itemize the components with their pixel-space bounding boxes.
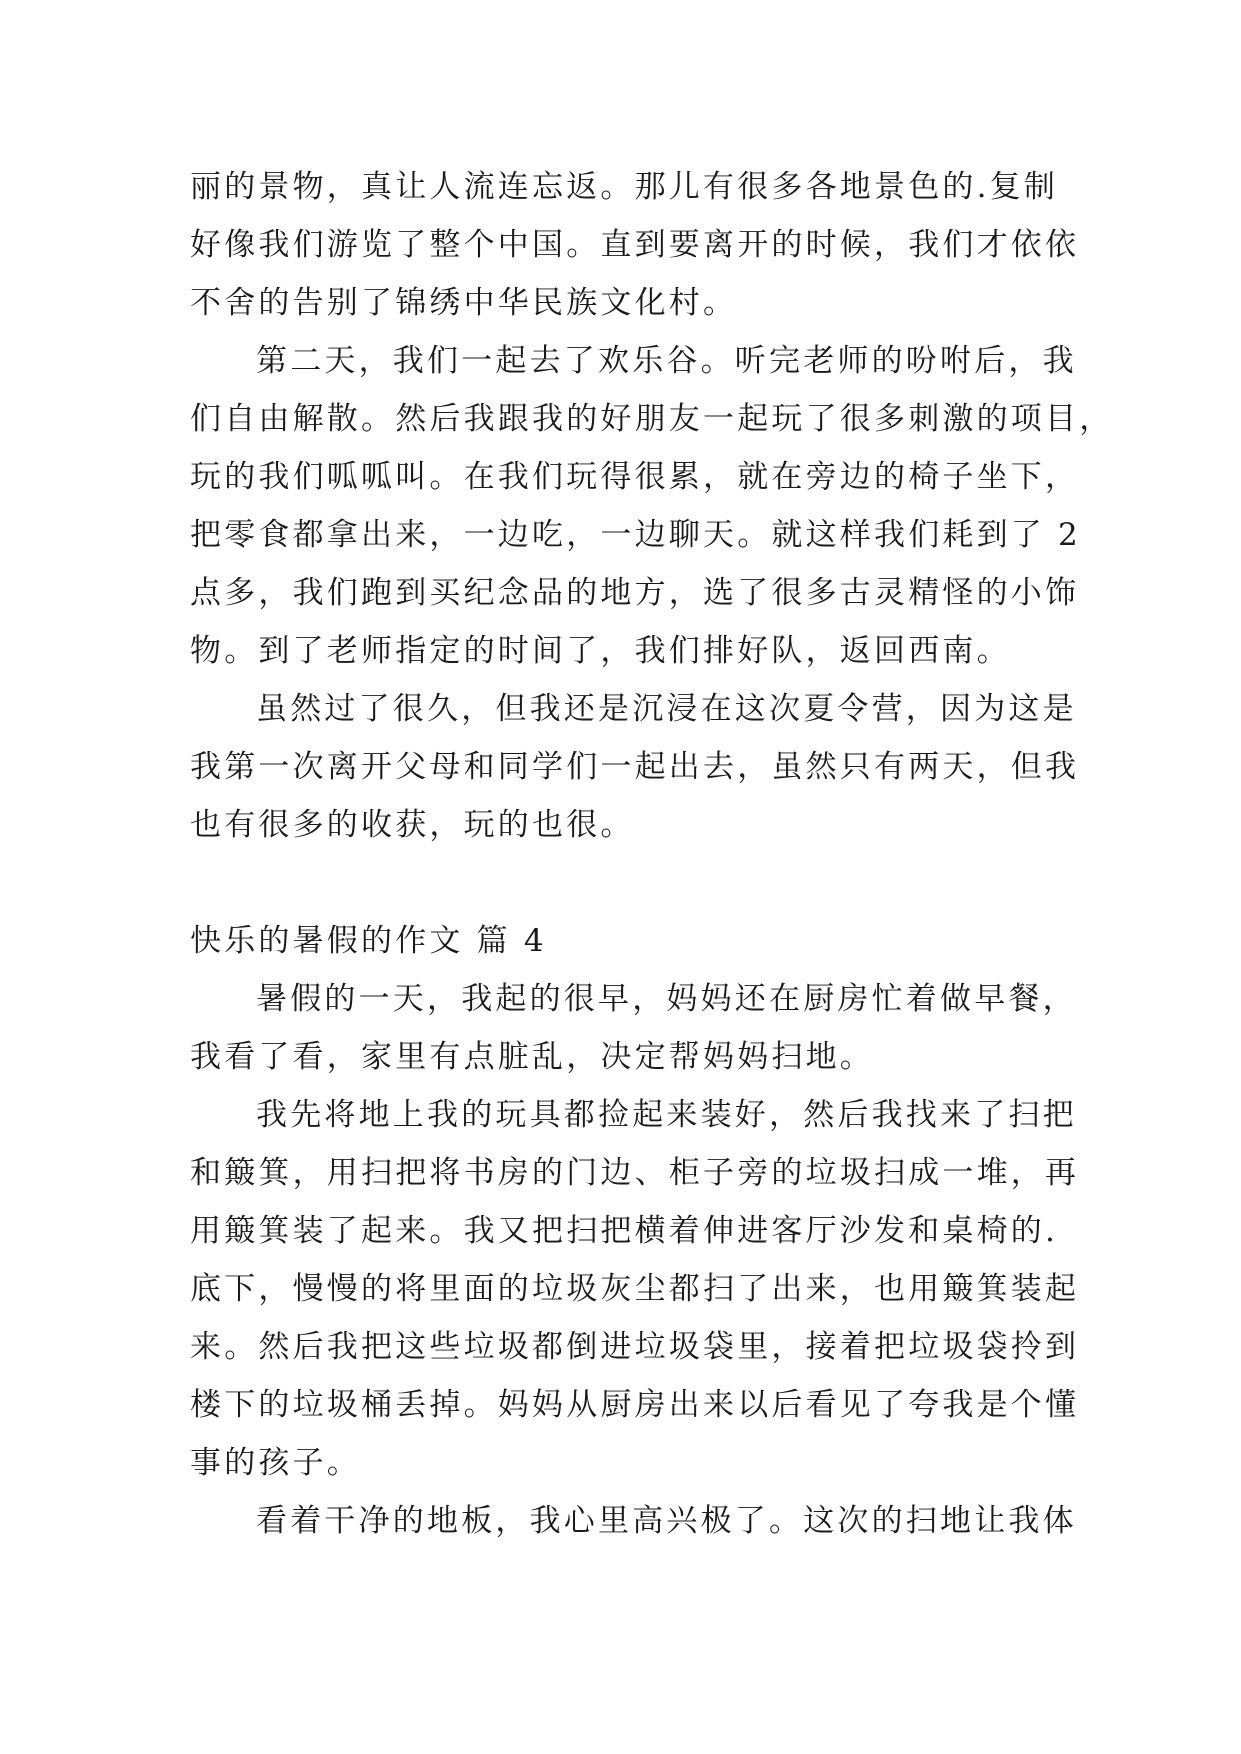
text-line: 和簸箕，用扫把将书房的门边、柜子旁的垃圾扫成一堆，再 <box>190 1155 1080 1191</box>
text-line: 用簸箕装了起来。我又把扫把横着伸进客厅沙发和桌椅的. <box>190 1213 1059 1249</box>
text-line: 丽的景物，真让人流连忘返。那儿有很多各地景色的.复制 <box>190 169 1059 205</box>
text-line: 看着干净的地板，我心里高兴极了。这次的扫地让我体 <box>256 1503 1077 1539</box>
text-line: 也有很多的收获，玩的也很。 <box>190 807 635 843</box>
text-line: 把零食都拿出来，一边吃，一边聊天。就这样我们耗到了 2 <box>190 517 1081 553</box>
text-line: 我先将地上我的玩具都捡起来装好，然后我找来了扫把 <box>256 1097 1077 1133</box>
text-line: 虽然过了很久，但我还是沉浸在这次夏令营，因为这是 <box>256 691 1077 727</box>
text-line: 楼下的垃圾桶丢掉。妈妈从厨房出来以后看见了夸我是个懂 <box>190 1387 1080 1423</box>
text-line: 玩的我们呱呱叫。在我们玩得很累，就在旁边的椅子坐下， <box>190 459 1080 495</box>
text-line: 底下，慢慢的将里面的垃圾灰尘都扫了出来，也用簸箕装起 <box>190 1271 1080 1307</box>
text-line: 们自由解散。然后我跟我的好朋友一起玩了很多刺激的项目， <box>190 401 1114 437</box>
text-line: 来。然后我把这些垃圾都倒进垃圾袋里，接着把垃圾袋拎到 <box>190 1329 1080 1365</box>
text-line: 暑假的一天，我起的很早，妈妈还在厨房忙着做早餐， <box>256 981 1077 1017</box>
text-line: 好像我们游览了整个中国。直到要离开的时候，我们才依依 <box>190 227 1080 263</box>
text-line: 我第一次离开父母和同学们一起出去，虽然只有两天，但我 <box>190 749 1080 785</box>
text-line: 第二天，我们一起去了欢乐谷。听完老师的吩咐后，我 <box>256 343 1077 379</box>
text-line: 我看了看，家里有点脏乱，决定帮妈妈扫地。 <box>190 1039 874 1075</box>
text-line: 物。到了老师指定的时间了，我们排好队，返回西南。 <box>190 633 1011 669</box>
text-line: 点多，我们跑到买纪念品的地方，选了很多古灵精怪的小饰 <box>190 575 1080 611</box>
text-line: 不舍的告别了锦绣中华民族文化村。 <box>190 285 738 321</box>
text-line: 事的孩子。 <box>190 1445 361 1481</box>
section-heading: 快乐的暑假的作文 篇 4 <box>190 923 547 959</box>
